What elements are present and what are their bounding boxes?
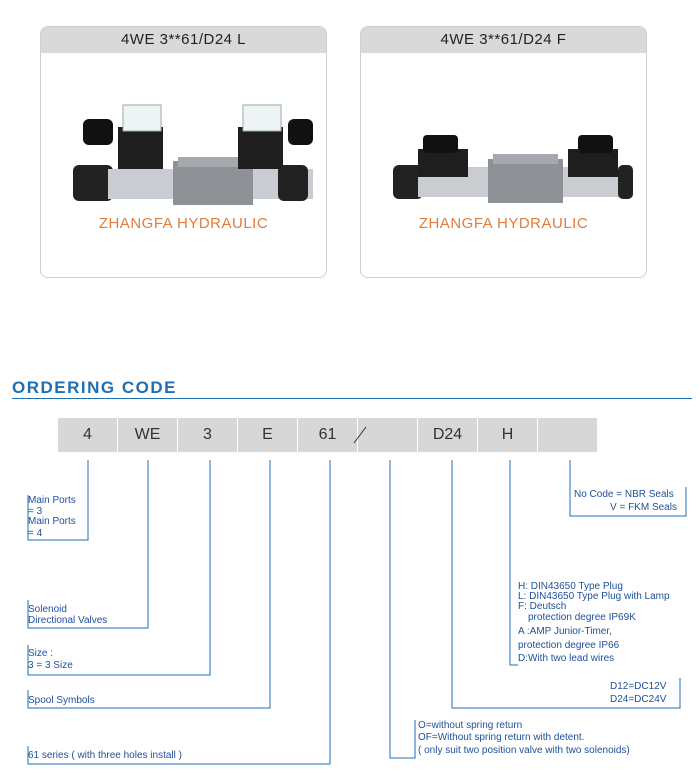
label-main-ports-4-value: = 4 (28, 528, 43, 539)
product-title: 4WE 3**61/D24 L (41, 27, 326, 53)
label-plug-f-protection: protection degree IP69K (528, 612, 636, 623)
label-plug-h: H: DIN43650 Type Plug (518, 581, 623, 592)
label-d24: D24=DC24V (610, 694, 667, 705)
label-plug-a: A :AMP Junior-Timer, (518, 626, 612, 637)
label-size-value: 3 = 3 Size (28, 660, 73, 671)
label-spring-of: OF=Without spring return with detent. (418, 732, 585, 743)
code-box-series: 61 (298, 418, 357, 452)
label-main-ports-3-value: = 3 (28, 506, 43, 517)
code-box-size: 3 (178, 418, 237, 452)
label-spring-o: O=without spring return (418, 720, 523, 731)
label-plug-f: F: Deutsch (518, 601, 567, 612)
label-plug-l: L: DIN43650 Type Plug with Lamp (518, 591, 670, 602)
code-box-ports: 4 (58, 418, 117, 452)
code-box-spool: E (238, 418, 297, 452)
code-box-voltage: D24 (418, 418, 477, 452)
label-spool-symbols: Spool Symbols (28, 695, 95, 706)
product-title: 4WE 3**61/D24 F (361, 27, 646, 53)
code-box-type: WE (118, 418, 177, 452)
label-directional-valves: Directional Valves (28, 615, 108, 626)
label-plug-a-protection: protection degree IP66 (518, 640, 620, 651)
label-main-ports-3: Main Ports (28, 495, 76, 506)
label-size: Size : (28, 648, 54, 659)
watermark: ZHANGFA HYDRAULIC (98, 215, 269, 232)
label-nbr-seals: No Code = NBR Seals (574, 489, 674, 500)
code-box-plug: H (478, 418, 537, 452)
label-solenoid: Solenoid (28, 604, 67, 615)
label-spring-note: ( only suit two position valve with two solenoids) (418, 745, 630, 756)
label-plug-d: D:With two lead wires (518, 653, 615, 664)
label-d12: D12=DC12V (610, 681, 667, 692)
label-fkm-seals: V = FKM Seals (610, 502, 677, 513)
watermark: ZHANGFA HYDRAULIC (418, 215, 589, 232)
label-main-ports-4: Main Ports (28, 516, 76, 527)
label-series: 61 series ( with three holes install ) (28, 750, 182, 761)
section-title: ORDERING CODE (12, 378, 177, 397)
